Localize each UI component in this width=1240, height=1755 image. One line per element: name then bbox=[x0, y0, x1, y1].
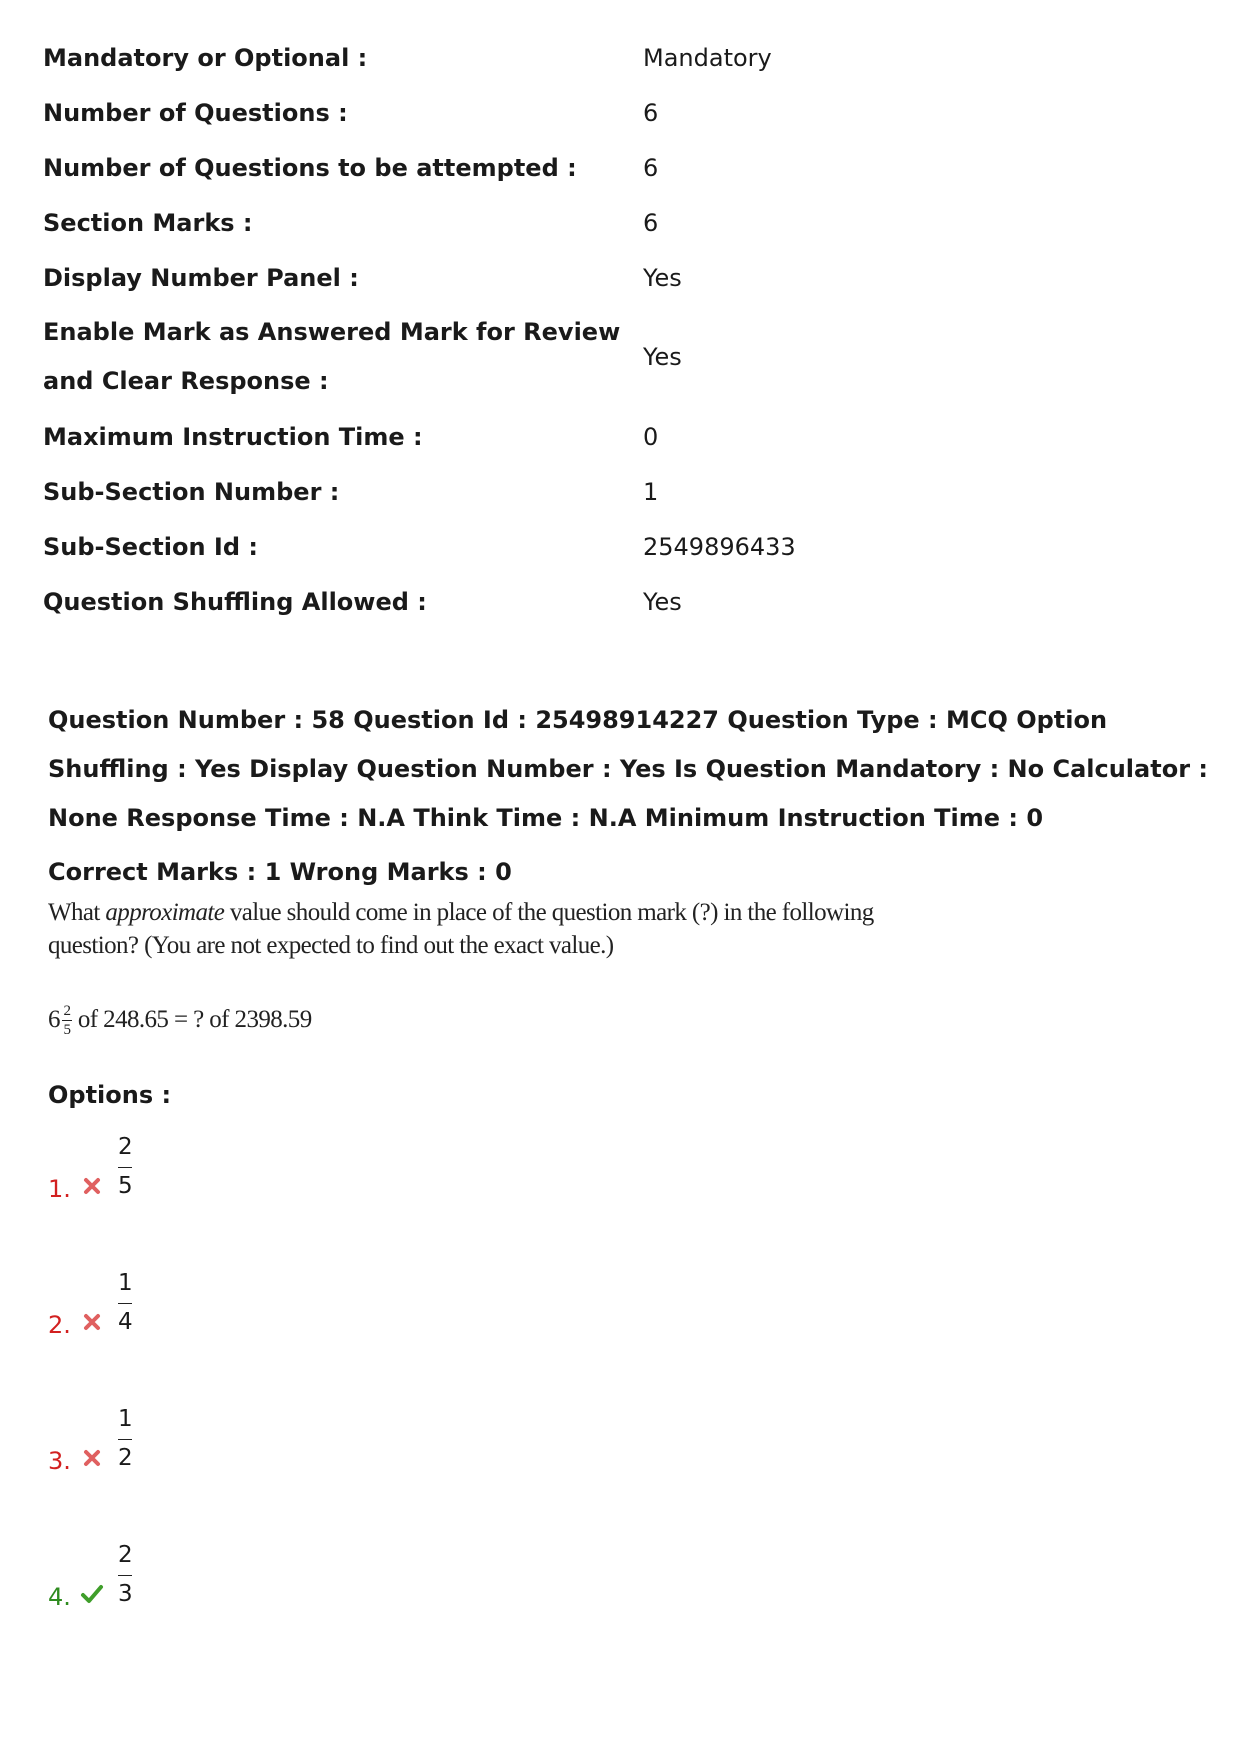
meta-label: Mandatory or Optional : bbox=[43, 43, 368, 72]
meta-label: Maximum Instruction Time : bbox=[43, 422, 423, 451]
meta-row bbox=[43, 519, 1193, 574]
option-number: 3. bbox=[48, 1446, 71, 1475]
meta-row bbox=[43, 574, 1193, 629]
meta-value: 6 bbox=[643, 153, 659, 182]
meta-label: Number of Questions : bbox=[43, 98, 348, 127]
option-4[interactable] bbox=[48, 1542, 133, 1629]
question-text-end: value should come in place of the question mark (?) in the following question? (You are not expected to find out the exact value.) bbox=[48, 899, 874, 959]
fraction-bar bbox=[118, 1575, 132, 1576]
option-number: 1. bbox=[48, 1174, 71, 1203]
meta-label: Number of Questions to be attempted : bbox=[43, 153, 577, 182]
section-meta-table bbox=[43, 30, 1193, 629]
meta-value: Mandatory bbox=[643, 43, 772, 72]
cross-icon bbox=[80, 1174, 104, 1198]
meta-value: 6 bbox=[643, 98, 659, 127]
marks-line: Correct Marks : 1 Wrong Marks : 0 bbox=[48, 858, 512, 886]
option-fraction bbox=[118, 1542, 133, 1607]
meta-row bbox=[43, 305, 1193, 409]
option-number: 2. bbox=[48, 1310, 71, 1339]
fraction-numerator: 2 bbox=[118, 1134, 133, 1160]
mixed-number bbox=[48, 1003, 72, 1038]
meta-label: Sub-Section Number : bbox=[43, 477, 340, 506]
meta-value: 1 bbox=[643, 477, 659, 506]
meta-label: Question Shuffling Allowed : bbox=[43, 587, 427, 616]
meta-value: 2549896433 bbox=[643, 532, 796, 561]
equation-rest: of 248.65 = ? of 2398.59 bbox=[77, 1006, 312, 1033]
fraction-bar bbox=[118, 1439, 132, 1440]
cross-icon bbox=[80, 1310, 104, 1334]
meta-value: 0 bbox=[643, 422, 659, 451]
question-text-start: What bbox=[48, 899, 106, 926]
meta-value: Yes bbox=[643, 587, 682, 616]
question-text bbox=[48, 896, 968, 962]
option-fraction bbox=[118, 1270, 133, 1335]
meta-label: Display Number Panel : bbox=[43, 263, 359, 292]
fraction-bar bbox=[62, 1020, 72, 1021]
fraction-numerator: 2 bbox=[63, 1002, 71, 1019]
fraction-numerator: 1 bbox=[118, 1406, 133, 1432]
question-equation bbox=[48, 990, 312, 1050]
meta-row bbox=[43, 85, 1193, 140]
meta-label: Enable Mark as Answered Mark for Review and Clear Response : bbox=[43, 318, 621, 395]
meta-row bbox=[43, 195, 1193, 250]
meta-value: 6 bbox=[643, 208, 659, 237]
fraction-denominator: 2 bbox=[118, 1445, 133, 1471]
fraction-denominator: 3 bbox=[118, 1581, 133, 1607]
option-fraction bbox=[118, 1134, 133, 1199]
fraction-numerator: 1 bbox=[118, 1270, 133, 1296]
checkmark-icon bbox=[80, 1582, 104, 1606]
option-fraction bbox=[118, 1406, 133, 1471]
meta-row bbox=[43, 464, 1193, 519]
meta-row bbox=[43, 250, 1193, 305]
fraction-bar bbox=[118, 1167, 132, 1168]
fraction-denominator: 5 bbox=[118, 1173, 133, 1199]
meta-label: Section Marks : bbox=[43, 208, 253, 237]
question-header: Question Number : 58 Question Id : 25498914227 Question Type : MCQ Option Shuffling : Yes Display Question Number : Yes Is Question Mandatory : No Calculator : None Response Time : N.A Think Time : N.A Minimum Instruction Time : 0 bbox=[48, 706, 1208, 832]
meta-value: Yes bbox=[643, 343, 682, 371]
meta-row bbox=[43, 30, 1193, 85]
fraction-denominator: 5 bbox=[63, 1021, 71, 1038]
mixed-fraction bbox=[62, 1003, 72, 1038]
cross-icon bbox=[80, 1446, 104, 1470]
option-2[interactable] bbox=[48, 1270, 133, 1357]
question-text-emphasis: approximate bbox=[105, 899, 225, 926]
meta-row bbox=[43, 140, 1193, 195]
mixed-whole: 6 bbox=[48, 1006, 60, 1033]
option-1[interactable] bbox=[48, 1134, 133, 1221]
options-label: Options : bbox=[48, 1081, 172, 1109]
fraction-denominator: 4 bbox=[118, 1309, 133, 1335]
option-3[interactable] bbox=[48, 1406, 133, 1493]
option-number: 4. bbox=[48, 1582, 71, 1611]
meta-value: Yes bbox=[643, 263, 682, 292]
meta-label: Sub-Section Id : bbox=[43, 532, 258, 561]
fraction-bar bbox=[118, 1303, 132, 1304]
fraction-numerator: 2 bbox=[118, 1542, 133, 1568]
meta-row bbox=[43, 409, 1193, 464]
